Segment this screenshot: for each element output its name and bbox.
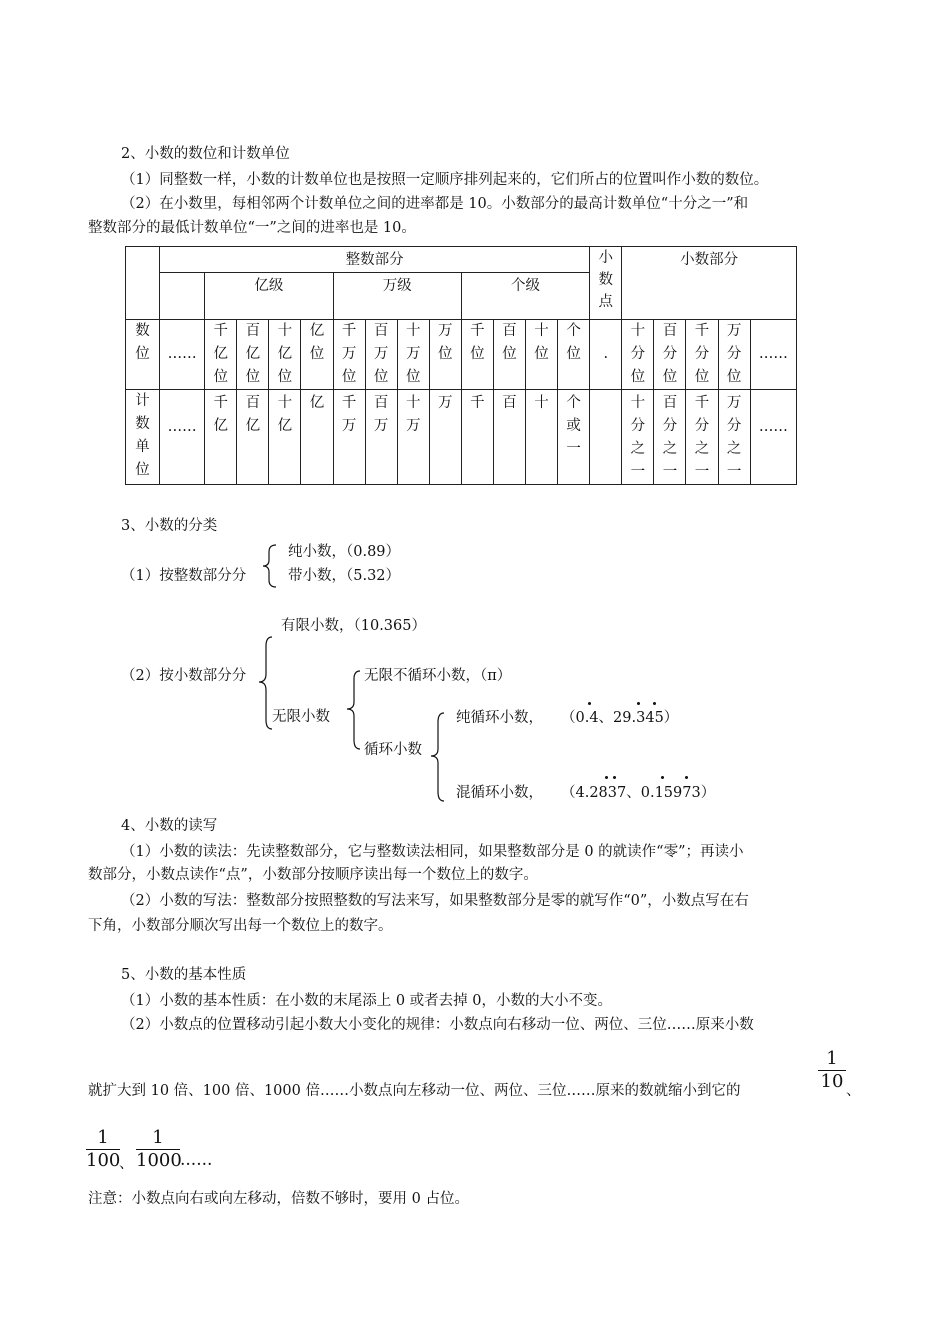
repeating-decimal-label: 循环小数: [364, 742, 422, 758]
digit-cell: 万位: [429, 320, 461, 390]
section5-paragraph-1: （1）小数的基本性质：在小数的末尾添上 0 或者去掉 0，小数的大小不变。: [121, 993, 613, 1009]
unit-cell: 千: [461, 390, 493, 485]
table-corner-cell: [126, 247, 160, 320]
mixed-repeating-example: （4.2837、0.15973）: [561, 785, 716, 801]
section4-paragraph-1a: （1）小数的读法：先读整数部分，它与整数读法相同，如果整数部分是 0 的就读作“零”；再读小: [121, 844, 744, 860]
dec-digit-cell: 千分位: [686, 320, 718, 390]
classify-by-integer-label: （1）按整数部分分: [121, 568, 247, 584]
fraction-one-tenth: [818, 1048, 846, 1093]
dec-digit-cell: 十分位: [622, 320, 654, 390]
brace-icon: [262, 544, 278, 588]
repeating-dot-icon: [605, 776, 608, 779]
digit-cell: 千万位: [333, 320, 365, 390]
section2-paragraph-2a: （2）在小数里，每相邻两个计数单位之间的进率都是 10。小数部分的最高计数单位“十分之一”和: [121, 196, 749, 212]
section5-paragraph-2a: （2）小数点的位置移动引起小数大小变化的规律：小数点向右移动一位、两位、三位……原来小数: [121, 1017, 754, 1033]
fraction-one-hundredth: [86, 1127, 120, 1172]
digit-cell: 个位: [558, 320, 590, 390]
repeating-dot-icon: [661, 776, 664, 779]
digit-cell: 千位: [461, 320, 493, 390]
digit-cell: 百位: [493, 320, 525, 390]
brace-icon: [430, 712, 446, 802]
pure-repeating-label: 纯循环小数，: [456, 710, 543, 726]
unit-cell: 百万: [365, 390, 397, 485]
dec-unit-cell: 千分之一: [686, 390, 718, 485]
non-repeating-item: 无限不循环小数，（π）: [364, 668, 512, 684]
unit-cell: 百亿: [237, 390, 269, 485]
mixed-number-item: 带小数，（5.32）: [288, 568, 401, 584]
digit-cell: 十亿位: [269, 320, 301, 390]
brace-icon: [346, 670, 362, 750]
digit-cell: 百万位: [365, 320, 397, 390]
section3-title: 3、小数的分类: [121, 518, 218, 534]
unit-cell: 亿: [301, 390, 333, 485]
ge-class-header: 个级: [461, 273, 589, 320]
yi-class-header: 亿级: [205, 273, 333, 320]
decimal-point-cell: .: [590, 320, 622, 390]
integer-part-header: 整数部分: [160, 247, 590, 273]
fraction-numerator: 1: [826, 1048, 838, 1069]
repeating-dot-icon: [685, 776, 688, 779]
fraction-ellipsis: ......: [180, 1150, 213, 1170]
dec-unit-cell: 十分之一: [622, 390, 654, 485]
decimal-part-header: 小数部分: [622, 247, 797, 320]
ellipsis-cell: ……: [160, 320, 205, 390]
repeating-dot-icon: [637, 702, 640, 705]
wan-class-header: 万级: [333, 273, 461, 320]
unit-cell: 万: [429, 390, 461, 485]
unit-cell: 千万: [333, 390, 365, 485]
separator: 、: [119, 1156, 134, 1172]
repeating-dot-icon: [653, 702, 656, 705]
unit-cell: 十亿: [269, 390, 301, 485]
fraction-denominator: 10: [818, 1070, 846, 1093]
classify-by-decimal-label: （2）按小数部分分: [121, 668, 247, 684]
fraction-numerator: 1: [97, 1127, 109, 1148]
decimal-point-header: 小数点: [590, 247, 622, 320]
pure-repeating-example: （0.4、29.345）: [561, 710, 679, 726]
section2-paragraph-2b: 整数部分的最低计数单位“一”之间的进率也是 10。: [88, 220, 416, 236]
section4-paragraph-2b: 下角，小数部分顺次写出每一个数位上的数字。: [88, 918, 393, 934]
digit-cell: 亿位: [301, 320, 333, 390]
decimal-point-blank-cell: [590, 390, 622, 485]
row-label-unit: 计数单位: [126, 390, 160, 485]
dec-unit-cell: 百分之一: [654, 390, 686, 485]
section2-title: 2、小数的数位和计数单位: [121, 146, 290, 162]
blank-class-cell: [160, 273, 205, 320]
ellipsis-cell: ……: [750, 320, 796, 390]
finite-decimal-item: 有限小数，（10.365）: [281, 618, 426, 634]
unit-cell: 个或一: [558, 390, 590, 485]
ellipsis-cell: ……: [160, 390, 205, 485]
row-label-digit: 数位: [126, 320, 160, 390]
mixed-repeating-label: 混循环小数，: [456, 785, 543, 801]
section4-paragraph-2a: （2）小数的写法：整数部分按照整数的写法来写，如果整数部分是零的就写作“0”，小数点写在右: [121, 893, 749, 909]
section5-title: 5、小数的基本性质: [121, 967, 247, 983]
section2-paragraph-1: （1）同整数一样，小数的计数单位也是按照一定顺序排列起来的，它们所占的位置叫作小数的数位。: [121, 172, 769, 188]
digit-cell: 十位: [526, 320, 558, 390]
table-row-digits: [126, 320, 797, 390]
fraction-one-thousandth: [136, 1127, 180, 1172]
digit-cell: 十万位: [397, 320, 429, 390]
section5-note: 注意：小数点向右或向左移动，倍数不够时，要用 0 占位。: [88, 1191, 469, 1207]
repeating-dot-icon: [588, 702, 591, 705]
place-value-table: [125, 246, 797, 485]
fraction-denominator: 1000: [136, 1150, 182, 1171]
unit-cell: 百: [493, 390, 525, 485]
dec-unit-cell: 万分之一: [718, 390, 750, 485]
unit-cell: 十万: [397, 390, 429, 485]
ellipsis-cell: ……: [750, 390, 796, 485]
infinite-decimal-label: 无限小数: [272, 709, 330, 725]
digit-cell: 百亿位: [237, 320, 269, 390]
section4-paragraph-1b: 数部分，小数点读作“点”，小数部分按顺序读出每一个数位上的数字。: [88, 867, 538, 883]
separator: 、: [846, 1083, 861, 1099]
unit-cell: 千亿: [205, 390, 237, 485]
repeating-dot-icon: [613, 776, 616, 779]
dec-digit-cell: 百分位: [654, 320, 686, 390]
fraction-numerator: 1: [152, 1127, 164, 1148]
section4-title: 4、小数的读写: [121, 818, 218, 834]
pure-decimal-item: 纯小数，（0.89）: [288, 544, 401, 560]
table-row-units: [126, 390, 797, 485]
digit-cell: 千亿位: [205, 320, 237, 390]
section5-paragraph-2b: 就扩大到 10 倍、100 倍、1000 倍……小数点向左移动一位、两位、三位……原来的数就缩小到它的: [88, 1083, 741, 1099]
dec-digit-cell: 万分位: [718, 320, 750, 390]
unit-cell: 十: [526, 390, 558, 485]
fraction-denominator: 100: [86, 1150, 121, 1171]
